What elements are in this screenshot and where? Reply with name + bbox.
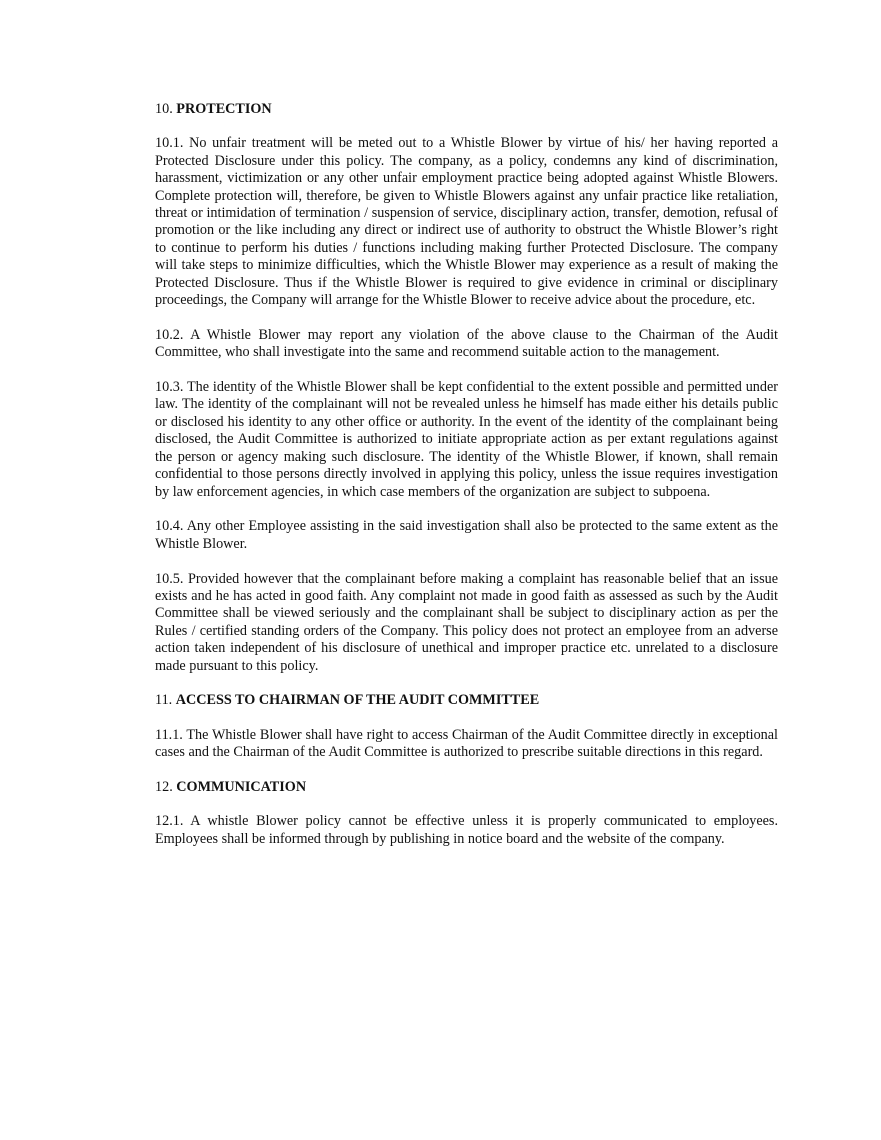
- paragraph-10-3: 10.3. The identity of the Whistle Blower shall be kept confidential to the extent possible and permitted under law. The identity of the complainant will not be revealed unless he himself has made either his details public or disclosed his identity to any other office or authority. In the event of the identity of the complainant being disclosed, the Audit Committee is authorized to initiate appropriate action as per extant regulations against the person or agency making such disclosure. The identity of the Whistle Blower, if known, shall remain confidential to those persons directly involved in applying this policy, unless the issue requires investigation by law enforcement agencies, in which case members of the organization are subject to subpoena.: [155, 379, 778, 500]
- paragraph-10-4: 10.4. Any other Employee assisting in the said investigation shall also be protected to the same extent as the Whistle Blower.: [155, 518, 778, 552]
- section-heading: [155, 692, 778, 709]
- paragraph-10-5: 10.5. Provided however that the complainant before making a complaint has reasonable belief that an issue exists and he has acted in good faith. Any complaint not made in good faith as assessed as such by the Audit Committee shall be viewed seriously and the complainant shall be subject to disciplinary action as per the Rules / certified standing orders of the Company. This policy does not protect an employee from an adverse action taken independent of his disclosure of unethical and improper practice etc. unrelated to a disclosure made pursuant to this policy.: [155, 570, 778, 674]
- paragraph-11-1: 11.1. The Whistle Blower shall have right to access Chairman of the Audit Committee directly in exceptional cases and the Chairman of the Audit Committee is authorized to prescribe suitable directions in this regard.: [155, 726, 778, 761]
- section-number: 11.: [155, 692, 173, 709]
- section-heading: [155, 101, 778, 118]
- section-protection: [155, 101, 778, 675]
- section-number: 10.: [155, 101, 173, 117]
- section-heading: [155, 779, 778, 796]
- section-communication: [155, 779, 778, 848]
- section-title: PROTECTION: [176, 101, 272, 117]
- section-access-to-chairman: [155, 692, 778, 761]
- paragraph-10-2: 10.2. A Whistle Blower may report any violation of the above clause to the Chairman of the Audit Committee, who shall investigate into the same and recommend suitable action to the management.: [155, 326, 778, 361]
- paragraph-12-1: 12.1. A whistle Blower policy cannot be effective unless it is properly communicated to employees. Employees shall be informed through by publishing in notice board and the website of the company.: [155, 813, 778, 847]
- section-number: 12.: [155, 778, 173, 795]
- document-page: [155, 101, 778, 866]
- paragraph-10-1: 10.1. No unfair treatment will be meted out to a Whistle Blower by virtue of his/ her having reported a Protected Disclosure under this policy. The company, as a policy, condemns any kind of discrimination, harassment, victimization or any other unfair employment practice being adopted against Whistle Blowers. Complete protection will, therefore, be given to Whistle Blowers against any unfair practice like retaliation, threat or intimidation of termination / suspension of service, disciplinary action, transfer, demotion, refusal of promotion or the like including any direct or indirect use of authority to obstruct the Whistle Blower’s right to continue to perform his duties / functions including making further Protected Disclosure. The company will take steps to minimize difficulties, which the Whistle Blower may experience as a result of making the Protected Disclosure. Thus if the Whistle Blower is required to give evidence in criminal or disciplinary proceedings, the Company will arrange for the Whistle Blower to receive advice about the procedure, etc.: [155, 135, 778, 309]
- section-title: COMMUNICATION: [176, 778, 307, 795]
- section-title: ACCESS TO CHAIRMAN OF THE AUDIT COMMITTEE: [175, 692, 540, 709]
